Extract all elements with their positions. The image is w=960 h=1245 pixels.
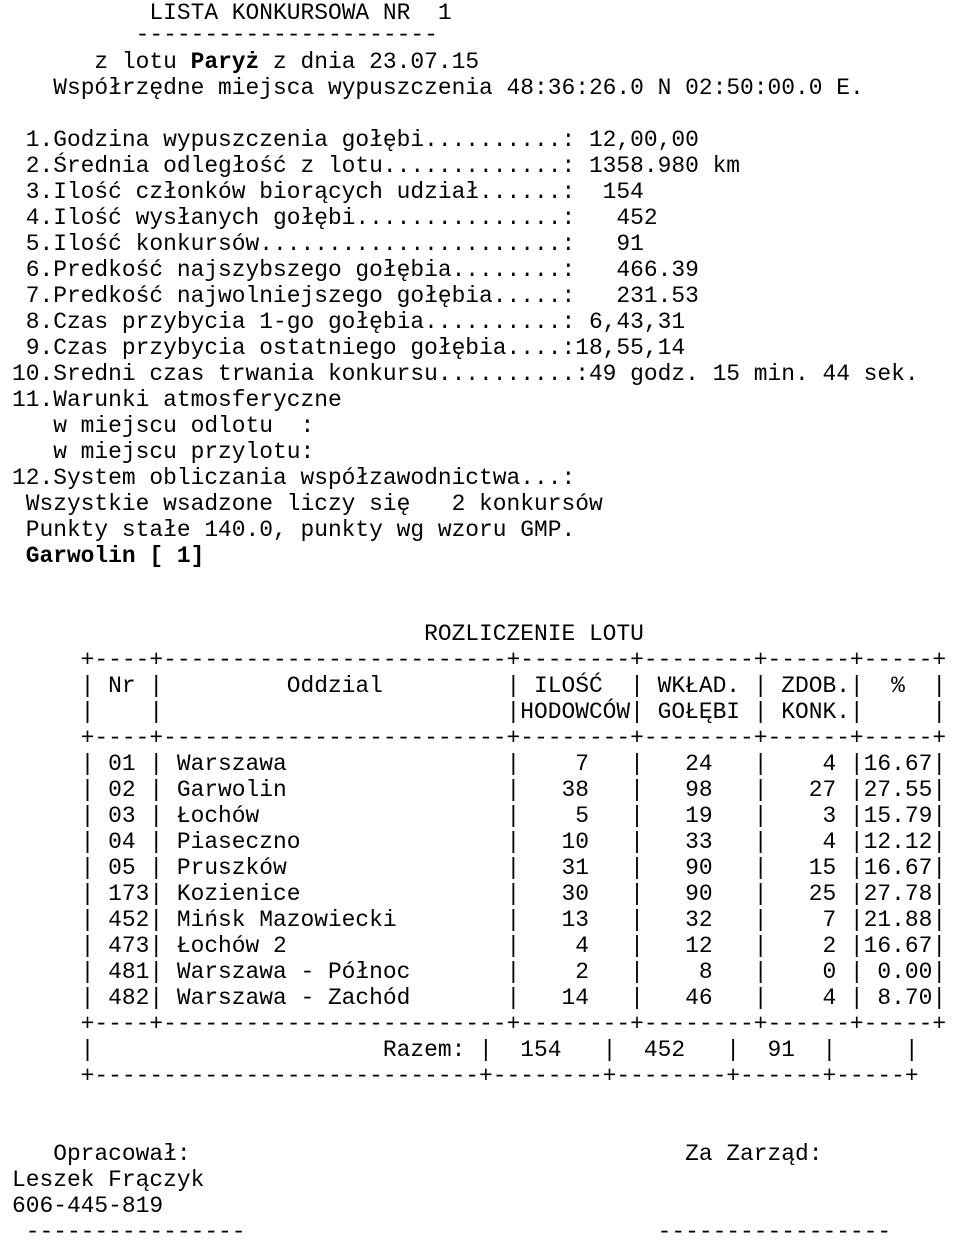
author-name: Leszek Frączyk [12, 1167, 205, 1193]
summary-item: 6.Predkość najszybszego gołębia........: 466.39 [12, 257, 699, 283]
table-border-header: +----+-------------------------+--------+--------+------+-----+ [12, 725, 947, 751]
table-header-row-2: | | |HODOWCÓW| GOŁĘBI | KONK.| | [12, 699, 947, 725]
summary-item: w miejscu przylotu: [12, 439, 315, 465]
summary-item: Wszystkie wsadzone liczy się 2 konkursów [12, 491, 603, 517]
summary-item: 12.System obliczania współzawodnictwa...: [12, 465, 576, 491]
summary-item: 10.Sredni czas trwania konkursu..........:49 godz. 15 min. 44 sek. [12, 361, 919, 387]
table-border-top: +----+-------------------------+--------+--------+------+-----+ [12, 647, 947, 673]
table-border-body: +----+-------------------------+--------+--------+------+-----+ [12, 1011, 947, 1037]
table-row: | 01 | Warszawa | 7 | 24 | 4 |16.67| [12, 751, 947, 777]
summary-item: 3.Ilość członków biorących udział......: 154 [12, 179, 644, 205]
flight-info: z lotu Paryż z dnia 23.07.15 [94, 49, 480, 75]
signature-lines: ---------------- ----------------- [12, 1219, 892, 1245]
table-header-row-1: | Nr | Oddzial | ILOŚĆ | WKŁAD. | ZDOB.| % | [12, 673, 947, 699]
table-border-bottom: +----------------------------+--------+--------+------+-----+ [12, 1063, 919, 1089]
summary-item: w miejscu odlotu : [12, 413, 315, 439]
footer-labels: Opracował: Za Zarząd: [12, 1141, 823, 1167]
table-total-row: | Razem: | 154 | 452 | 91 | | [12, 1037, 919, 1063]
summary-item: 5.Ilość konkursów......................: 91 [12, 231, 644, 257]
table-row: | 473| Łochów 2 | 4 | 12 | 2 |16.67| [12, 933, 947, 959]
flight-place: Paryż [190, 49, 260, 75]
summary-item: 4.Ilość wysłanych gołębi...............: 452 [12, 205, 658, 231]
author-phone: 606-445-819 [12, 1193, 164, 1219]
table-caption: ROZLICZENIE LOTU [12, 621, 644, 647]
table-row: | 04 | Piaseczno | 10 | 33 | 4 |12.12| [12, 829, 947, 855]
table-row: | 482| Warszawa - Zachód | 14 | 46 | 4 | 8.70| [12, 985, 947, 1011]
table-row: | 481| Warszawa - Północ | 2 | 8 | 0 | 0.00| [12, 959, 947, 985]
table-row: | 452| Mińsk Mazowiecki | 13 | 32 | 7 |21.88| [12, 907, 947, 933]
table-row: | 173| Kozienice | 30 | 90 | 25 |27.78| [12, 881, 947, 907]
summary-item: 11.Warunki atmosferyczne [12, 387, 342, 413]
summary-item: 2.Średnia odległość z lotu.............: 1358.980 km [12, 153, 741, 179]
title-underline: ---------------------- [135, 22, 438, 48]
summary-item: 8.Czas przybycia 1-go gołębia..........: 6,43,31 [12, 309, 686, 335]
section-name: Garwolin [ 1] [12, 543, 205, 569]
list-title: LISTA KONKURSOWA NR 1 [149, 0, 452, 26]
summary-item: 1.Godzina wypuszczenia gołębi..........: 12,00,00 [12, 127, 699, 153]
summary-item: 7.Predkość najwolniejszego gołębia.....: 231.53 [12, 283, 699, 309]
table-row: | 02 | Garwolin | 38 | 98 | 27 |27.55| [12, 777, 947, 803]
summary-item: 9.Czas przybycia ostatniego gołębia....:18,55,14 [12, 335, 686, 361]
release-coordinates: Współrzędne miejsca wypuszczenia 48:36:26.0 N 02:50:00.0 E. [53, 75, 864, 101]
table-row: | 03 | Łochów | 5 | 19 | 3 |15.79| [12, 803, 947, 829]
table-row: | 05 | Pruszków | 31 | 90 | 15 |16.67| [12, 855, 947, 881]
summary-item: Punkty stałe 140.0, punkty wg wzoru GMP. [12, 517, 576, 543]
